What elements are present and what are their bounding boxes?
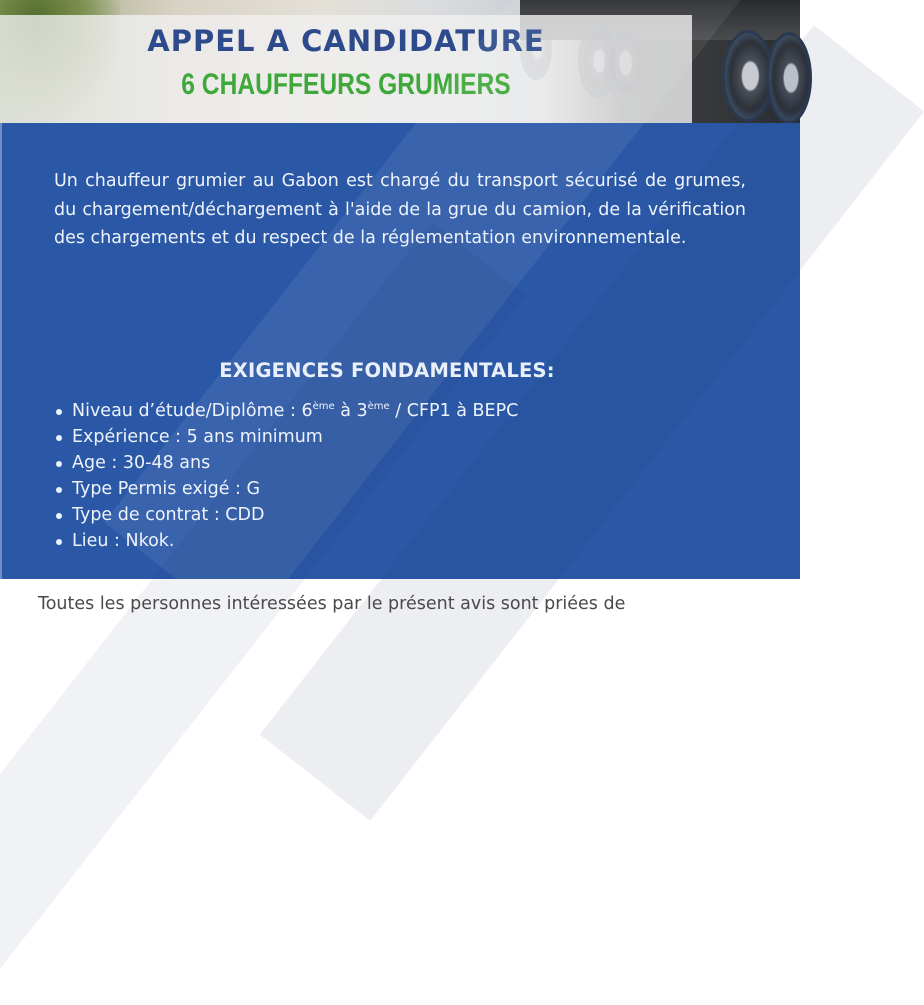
content-panel [0,123,800,579]
page-subtitle: 6 CHAUFFEURS GRUMIERS [181,68,511,101]
job-description: Un chauffeur grumier au Gabon est chargé du transport sécurisé de grumes, du chargement/déchargement à l'aide de la grue du camion, de la vérification des chargements et du respect de la réglementation environnementale. [54,171,746,248]
diploma-range: / CFP1 à BEPC [389,401,519,421]
grade-from: 6 [301,401,313,421]
requirement-location: Lieu : Nkok. [54,528,518,554]
grade-to: 3 [356,401,368,421]
footer-instructions: Toutes les personnes intéressées par le présent avis sont priées de [38,594,626,614]
requirements-heading: EXIGENCES FONDAMENTALES: [219,359,555,382]
grade-to-suffix: ème [367,401,390,412]
requirement-experience: Expérience : 5 ans minimum [54,424,518,450]
requirement-contract: Type de contrat : CDD [54,502,518,528]
requirement-label: Niveau d’étude/Diplôme : [72,401,302,421]
grade-connector: à [334,401,357,421]
requirement-licence: Type Permis exigé : G [54,476,518,502]
requirement-age: Age : 30-48 ans [54,450,518,476]
grade-from-suffix: ème [312,401,335,412]
requirements-list [54,398,518,554]
requirement-diploma [54,398,518,424]
page-title: APPEL A CANDIDATURE [147,24,545,58]
